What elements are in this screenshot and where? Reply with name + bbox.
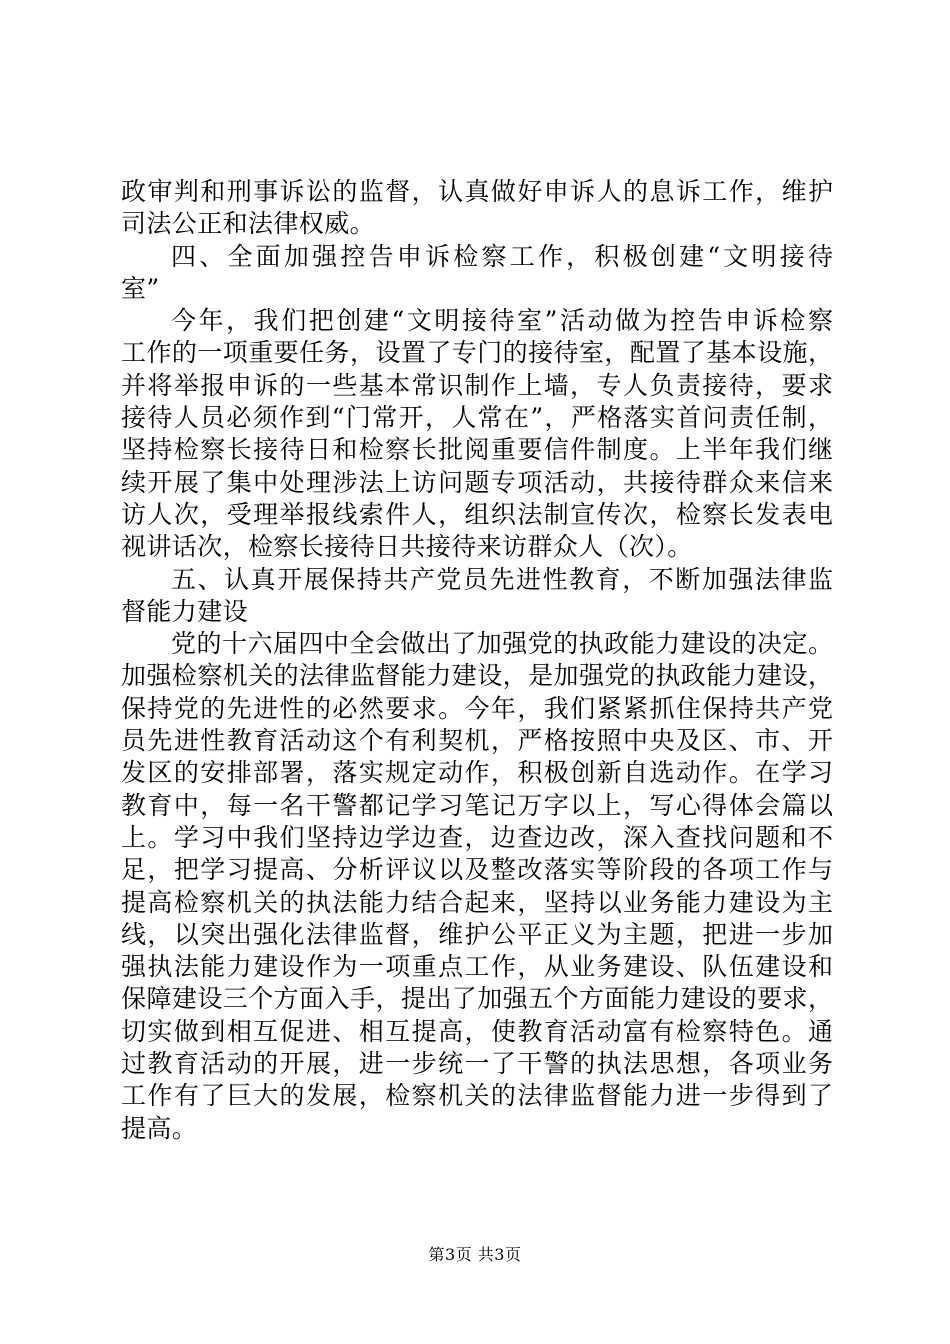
text-line: 并将举报申诉的一些基本常识制作上墙，专人负责接待，要求: [121, 370, 833, 400]
text-line: 加强检察机关的法律监督能力建设，是加强党的执政能力建设，: [121, 661, 833, 691]
text-line: 今年，我们把创建“文明接待室”活动做为控告申诉检察: [171, 306, 833, 336]
text-line: 接待人员必须作到“门常开，人常在”，严格落实首问责任制，: [121, 403, 833, 433]
text-line: 切实做到相互促进、相互提高，使教育活动富有检察特色。通: [121, 1016, 833, 1046]
text-line: 提高。: [121, 1113, 198, 1143]
text-line: 工作的一项重要任务，设置了专门的接待室，配置了基本设施，: [121, 338, 833, 368]
text-line: 政审判和刑事诉讼的监督，认真做好申诉人的息诉工作，维护: [121, 177, 833, 206]
text-line: 上。学习中我们坚持边学边查，边查边改，深入查找问题和不: [121, 822, 833, 852]
text-line: 过教育活动的开展，进一步统一了干警的执法思想，各项业务: [121, 1049, 833, 1079]
text-line: 足，把学习提高、分析评议以及整改落实等阶段的各项工作与: [121, 855, 833, 885]
text-line: 党的十六届四中全会做出了加强党的执政能力建设的决定。: [171, 629, 833, 659]
text-line: 保障建设三个方面入手，提出了加强五个方面能力建设的要求，: [121, 984, 833, 1014]
text-line: 续开展了集中处理涉法上访问题专项活动，共接待群众来信来: [121, 467, 833, 497]
text-line: 员先进性教育活动这个有利契机，严格按照中央及区、市、开: [121, 726, 833, 756]
text-line: 提高检察机关的执法能力结合起来，坚持以业务能力建设为主: [121, 887, 833, 917]
page-footer: 第3页 共3页: [428, 1245, 522, 1264]
text-line: 视讲话次，检察长接待日共接待来访群众人（次）。: [121, 532, 693, 562]
text-line: 督能力建设: [121, 596, 249, 626]
text-line: 司法公正和法律权威。: [121, 209, 376, 239]
text-line: 线，以突出强化法律监督，维护公平正义为主题，把进一步加: [121, 919, 833, 949]
text-line: 工作有了巨大的发展，检察机关的法律监督能力进一步得到了: [121, 1081, 833, 1111]
text-line: 教育中，每一名干警都记学习笔记万字以上，写心得体会篇以: [121, 790, 833, 820]
text-line: 发区的安排部署，落实规定动作，积极创新自选动作。在学习: [121, 758, 833, 788]
text-line: 保持党的先进性的必然要求。今年，我们紧紧抓住保持共产党: [121, 693, 833, 723]
text-line: 室”: [121, 273, 160, 303]
document-body: [121, 176, 833, 1145]
text-line: 强执法能力建设作为一项重点工作，从业务建设、队伍建设和: [121, 952, 833, 982]
text-line: 四、全面加强控告申诉检察工作，积极创建“文明接待: [171, 241, 833, 271]
text-line: 访人次，受理举报线索件人，组织法制宣传次，检察长发表电: [121, 499, 833, 529]
text-line: 坚持检察长接待日和检察长批阅重要信件制度。上半年我们继: [121, 435, 833, 465]
text-line: 五、认真开展保持共产党员先进性教育，不断加强法律监: [171, 564, 833, 594]
